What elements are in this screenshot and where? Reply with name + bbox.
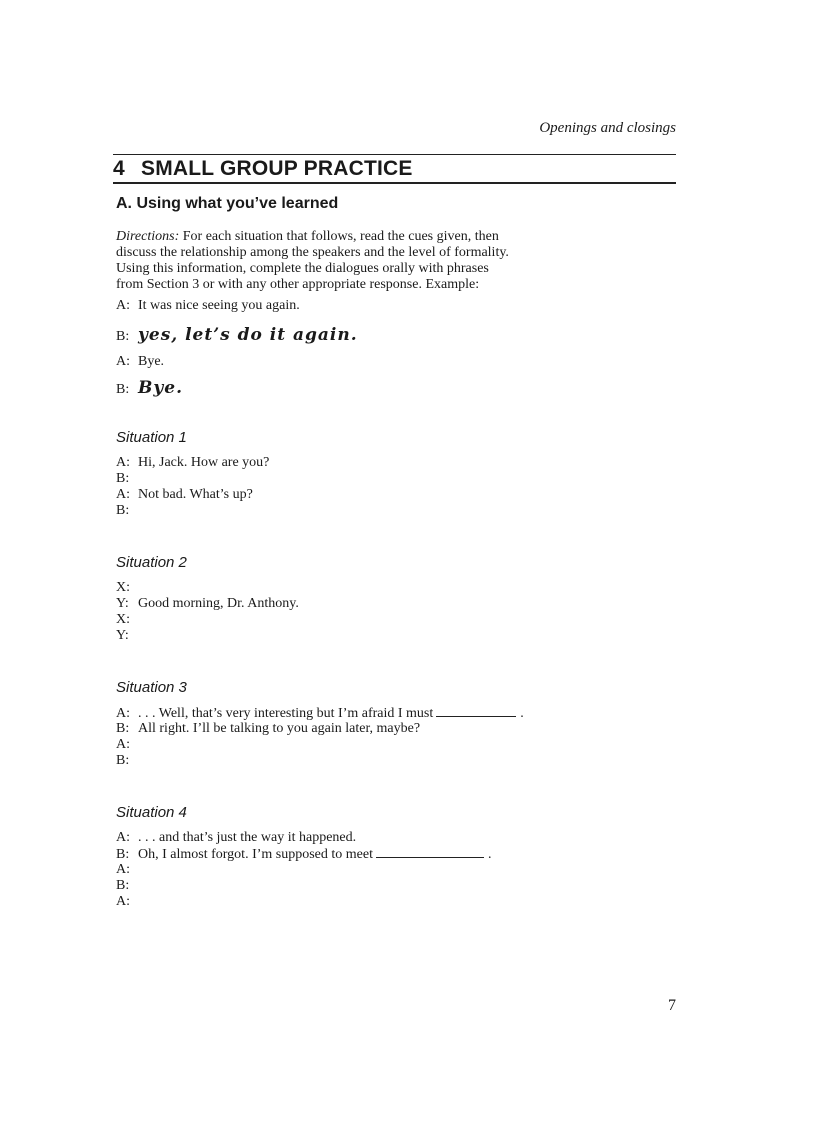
directions-line: For each situation that follows, read the cues given, then [179,229,499,244]
trailing-punctuation: . [520,706,524,721]
chapter-title [113,155,676,182]
dialogue-text: All right. I’ll be talking to you again later, maybe? [138,721,421,736]
situation-title: Situation 3 [116,679,187,696]
running-header: Openings and closings [539,120,676,136]
directions-line: discuss the relationship among the speakers and the level of formality. [116,245,509,260]
speaker-label: A: [116,894,130,909]
speaker-label: A: [116,487,130,502]
dialogue-line [116,471,269,487]
dialogue-text: Hi, Jack. How are you? [138,455,270,470]
speaker-label: X: [116,580,130,595]
dialogue-line [116,580,299,596]
dialogue-line [116,487,269,503]
directions-line: Using this information, complete the dialogues orally with phrases [116,261,489,276]
dialogue-line [116,753,524,769]
chapter-title-text: SMALL GROUP PRACTICE [141,157,413,180]
situation-1 [116,429,269,519]
fill-in-blank [376,846,484,858]
speaker-label: Y: [116,628,129,643]
situation-3 [116,679,524,769]
directions-line: from Section 3 or with any other appropriate response. Example: [116,277,480,292]
chapter-heading [113,154,676,184]
speaker-label: B: [116,503,130,518]
example-line [116,298,300,314]
situation-title: Situation 1 [116,429,187,446]
handwritten-response: yes, let’s do it again. [138,325,358,345]
speaker-label: B: [116,753,130,768]
speaker-label: B: [116,471,130,486]
speaker-label: A: [116,354,130,369]
dialogue-text: Good morning, Dr. Anthony. [138,596,299,611]
example-line [116,354,164,370]
dialogue-line [116,737,524,753]
speaker-label: A: [116,298,130,313]
dialogue-text: Bye. [138,354,165,369]
speaker-label: A: [116,455,130,470]
speaker-label: B: [116,878,130,893]
dialogue-line [116,503,269,519]
dialogue-line [116,894,492,910]
dialogue-line [116,878,492,894]
dialogue-line [116,455,269,471]
situation-title: Situation 4 [116,804,187,821]
trailing-punctuation: . [488,847,492,862]
section-title: A. Using what you’ve learned [116,195,339,212]
dialogue-line [116,628,299,644]
dialogue-text: Not bad. What’s up? [138,487,253,502]
directions-label: Directions: [116,229,180,244]
chapter-number: 4 [113,157,125,180]
speaker-label: B: [116,382,130,397]
dialogue-line [116,830,492,846]
speaker-label: A: [116,706,130,721]
bottom-rule [113,182,676,184]
speaker-label: X: [116,612,130,627]
speaker-label: B: [116,721,130,736]
speaker-label: A: [116,737,130,752]
dialogue-line [116,862,492,878]
speaker-label: B: [116,329,130,344]
dialogue-text: Oh, I almost forgot. I’m supposed to meet [138,847,373,862]
situation-4 [116,804,492,910]
speaker-label: A: [116,862,130,877]
example-line [116,327,358,343]
handwritten-response: Bye. [138,378,183,398]
dialogue-line [116,846,492,862]
situation-2 [116,554,299,644]
speaker-label: B: [116,847,130,862]
dialogue-line [116,705,524,721]
fill-in-blank [436,705,516,717]
speaker-label: Y: [116,596,129,611]
dialogue-text: It was nice seeing you again. [138,298,300,313]
directions-paragraph [116,229,586,293]
dialogue-line [116,612,299,628]
dialogue-line [116,596,299,612]
speaker-label: A: [116,830,130,845]
dialogue-line [116,721,524,737]
situation-title: Situation 2 [116,554,187,571]
example-line [116,380,183,396]
page-number: 7 [668,997,676,1014]
dialogue-text: . . . and that’s just the way it happened. [138,830,357,845]
dialogue-text: . . . Well, that’s very interesting but I’m afraid I must [138,706,434,721]
